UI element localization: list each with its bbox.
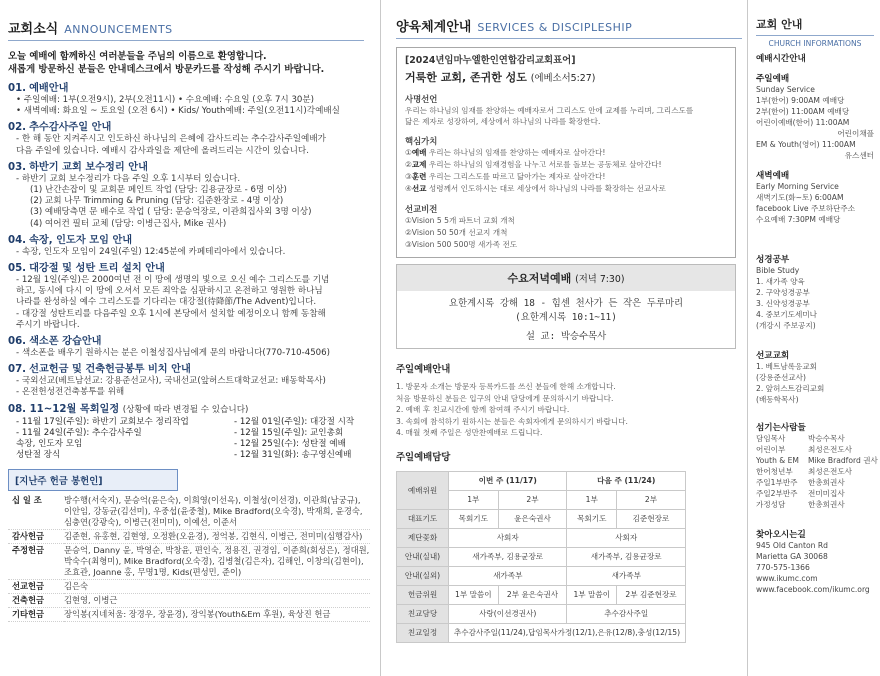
announcements-title-en: ANNOUNCEMENTS: [64, 23, 173, 36]
offering-names: 김은숙: [64, 580, 89, 591]
this-week-header: 이번 주 (11/17): [449, 471, 567, 490]
church-info-title: 교회 안내: [756, 16, 874, 36]
services-panel: [390, 0, 742, 676]
schedule-heading: 예배시간안내: [756, 54, 806, 64]
announcement-title: [8, 161, 364, 174]
duty-part-cell: 1부: [567, 490, 617, 509]
duty-role-cell: 안내(실외): [397, 566, 449, 585]
announcement-line: - 온전헌성전건축봉투를 위해: [16, 387, 125, 398]
address-list: [756, 540, 874, 595]
offering-names: 김현영, 이병근: [64, 594, 118, 605]
mission-church-line: 2. 앞허스트감리교회: [756, 384, 825, 393]
vision-box: [396, 47, 736, 258]
schedule-note: (상황에 따라 변경될 수 있습니다): [122, 404, 249, 415]
sermon-scripture: (요한계시록 10:1~11): [515, 312, 617, 323]
announcement-title-text: 대강절 및 성탄 트리 설치 안내: [29, 263, 165, 275]
schedule-row: [8, 439, 364, 450]
staff-name: 한총희권사: [808, 478, 845, 487]
announcement-subline: (1) 난간손잡이 및 교회문 페인트 작업 (담당: 김용균장로 - 6명 이상): [30, 185, 287, 196]
staff-name: 박승수목사: [808, 434, 845, 443]
offering-row: [8, 529, 370, 543]
dawn-en: Early Morning Service: [756, 182, 839, 191]
bible-study-line: 3. 신약성경공부: [756, 299, 810, 308]
study-list: [756, 276, 874, 331]
announcement-subline: (2) 교회 나무 Trimming & Pruning (담당: 김준환장로 - 4명 이상): [30, 196, 284, 207]
core-value-text: 성령께서 인도하시는 대로 세상에서 하나님의 나라를 확장하는 선교사로: [426, 184, 666, 193]
schedule-december: - 12월 25일(수): 성탄절 예배: [234, 438, 346, 449]
staff-name: 최성은전도사: [808, 445, 853, 454]
core-value-key: 선교: [411, 184, 427, 193]
sunday-service-line: 1부(한어) 9:00AM 예배당: [756, 96, 845, 105]
announcement-item: [8, 161, 364, 230]
duty-cell: 목회기도: [567, 509, 617, 528]
announcement-item: [8, 262, 364, 331]
duty-part-cell: 1부: [449, 490, 499, 509]
duty-row: [397, 547, 686, 566]
duty-table: [396, 471, 686, 643]
core-value: [405, 171, 727, 183]
address-line: 770-575-1366: [756, 563, 810, 572]
values-list: [405, 147, 727, 195]
schedule-title-text: 08. 11~12월 목회일정: [8, 403, 120, 415]
announcement-item: [8, 121, 364, 156]
schedule-row: [8, 417, 364, 428]
announcement-number: 05.: [8, 263, 27, 275]
directions-heading: 찾아오시는길: [756, 530, 806, 540]
announcement-line: - 하반기 교회 보수정리가 다음 주일 오후 1시부터 있습니다.: [16, 173, 241, 184]
announcement-subline: (3) 예배당측면 문 배수로 작업 ( 담당: 문승억장로, 이관희집사외 3명 이상): [30, 207, 312, 218]
offering-names: 문승억, Danny 윤, 박영순, 박창윤, 편인숙, 정용진, 권경임, 이준희(회성은), 정대원, 박숙수(최형미), Mike Bradford(오숙경), 김병철(김은자), 김해인, 이창의(김현이), 조효관, Joanne 홍, 무명1명, Kids(편성민, 준이): [64, 544, 370, 577]
address-line: www.facebook.com/ikumc.org: [756, 585, 870, 594]
dawn-service-line: facebook Live 주보하단주소: [756, 204, 856, 213]
announcement-subline: (4) 여어컨 필터 교체 (담당: 이병근집사, Mike 권사): [30, 218, 227, 229]
announcement-list: [8, 82, 364, 399]
staff-list: [756, 433, 878, 510]
sunday-heading: 주일예배: [756, 74, 790, 84]
duty-row: [397, 528, 686, 547]
core-value-text: 우리는 하나님의 임재경험을 나누고 서로를 돌보는 공동체로 살아간다!: [426, 160, 662, 169]
mission-text: [405, 105, 727, 127]
duty-cell: 1부 말씀이: [567, 585, 617, 604]
announcement-title-text: 하반기 교회 보수정리 안내: [29, 161, 148, 173]
bible-study-line: 4. 중보기도세미나: [756, 310, 818, 319]
announcement-line: 다음 주일에 있습니다. 예배시 감사과일을 제단에 올려드리는 시간이 있습니다.: [16, 145, 309, 156]
duty-cell: 새가족부, 김용균장로: [449, 547, 567, 566]
announcement-line: - 한 해 동안 지켜주시고 인도하신 하나님의 은혜에 감사드리는 추수감사주일예배가: [16, 134, 326, 145]
welcome-line: 오늘 예배에 함께하신 여러분들을 주님의 이름으로 환영합니다.: [8, 51, 267, 62]
duty-role-cell: 친교일정: [397, 623, 449, 642]
schedule-november: 속장, 인도자 모임: [16, 438, 83, 449]
goals-list: [405, 215, 727, 251]
staff-name: Mike Bradford 권사: [808, 456, 878, 465]
announcement-item: [8, 82, 364, 117]
offering-names: 장익봉(지네처움: 장경우, 장윤경), 장익봉(Youth&Em 후원), 육상진 헌금: [64, 608, 331, 619]
duty-heading: 주일예배담당: [396, 451, 451, 463]
duty-role-cell: 친교담당: [397, 604, 449, 623]
motto-reference: (에베소서5:27): [530, 73, 596, 84]
sunday-service-line: 어린이채플: [837, 129, 874, 138]
staff-role: Youth & EM: [756, 456, 799, 465]
duty-role-cell: 헌금위원: [397, 585, 449, 604]
schedule-december: - 12월 01일(주일): 대강절 시작: [234, 416, 355, 427]
announcement-title: [8, 335, 364, 348]
bible-study-line: 1. 새가족 양육: [756, 277, 805, 286]
schedule-november: - 11월 24일(주일): 추수감사주일: [16, 427, 142, 438]
duty-row: [397, 623, 686, 642]
core-value: [405, 183, 727, 195]
duty-cell: 목회기도: [449, 509, 499, 528]
duty-part-cell: 2부: [617, 490, 686, 509]
offering-label: 기타헌금: [12, 608, 45, 619]
mission-church-line: (배동학목사): [756, 395, 799, 404]
schedule-row: [8, 450, 364, 461]
duty-cell: 사랑(이선경권사): [449, 604, 567, 623]
announcement-item: [8, 335, 364, 359]
dawn-service-line: 새벽기도(화~토) 6:00AM: [756, 193, 844, 202]
offering-label: 건축헌금: [12, 594, 45, 605]
core-value-number: ②: [405, 160, 412, 169]
sunday-note: 3. 속회에 참석하기 원하시는 분들은 속회자에게 문의하시기 바랍니다.: [396, 416, 628, 426]
wednesday-service-box: [396, 264, 736, 349]
dawn-service-line: 수요예배 7:30PM 예배당: [756, 215, 841, 224]
offering-label: 감사헌금: [12, 530, 45, 541]
duty-cell: 추수감사주일(11/24),답임목사가정(12/1),은유(12/8),충성(12/15): [449, 623, 686, 642]
core-value-number: ④: [405, 184, 412, 193]
sunday-note: 4. 매월 첫째 주일은 성만찬예배로 드립니다.: [396, 428, 543, 437]
motto-heading: [2024년임마누엘한인연합감리교회표어]: [405, 55, 576, 66]
offering-row: [8, 543, 370, 579]
announcement-number: 04.: [8, 234, 27, 246]
announcement-title-text: 색소폰 강습안내: [29, 336, 102, 348]
staff-role: 담임목사: [756, 434, 786, 443]
announcement-number: 02.: [8, 122, 27, 134]
duty-cell: 새가족부, 김용균장로: [567, 547, 686, 566]
motto-main: 거룩한 교회, 존귀한 성도: [405, 71, 527, 84]
staff-role: 가정성담: [756, 500, 786, 509]
bible-study-line: 2. 구약성경공부: [756, 288, 810, 297]
announcement-line: - 색소폰을 배우기 원하시는 분은 이철성집사님에게 문의 바랍니다(770-710-4506): [16, 348, 330, 359]
announcement-number: 01.: [8, 83, 27, 94]
mission-church-heading: 선교교회: [756, 351, 790, 361]
sunday-notes-heading: 주일예배안내: [396, 364, 451, 375]
wednesday-title: [397, 265, 735, 291]
duty-cell: 추수감사주일: [567, 604, 686, 623]
services-header: [396, 16, 742, 39]
announcement-title: [8, 82, 364, 95]
duty-cell: 1부 말씀이: [449, 585, 499, 604]
duty-cell: 사회자: [449, 528, 567, 547]
announcement-title: [8, 234, 364, 247]
duty-row: [397, 509, 686, 528]
announcements-header: [8, 18, 364, 41]
vision-goal: ③Vision 500 500명 새가족 전도: [405, 240, 518, 249]
announcement-title-text: 속장, 인도자 모임 안내: [29, 234, 133, 246]
address-line: www.ikumc.com: [756, 574, 818, 583]
offering-label: 선교헌금: [12, 580, 45, 591]
duty-row: [397, 566, 686, 585]
address-line: Marietta GA 30068: [756, 552, 828, 561]
announcement-title-text: 추수감사주일 안내: [29, 122, 112, 134]
staff-role: 한어청년부: [756, 467, 793, 476]
sunday-note: 처음 방문하신 분들은 입구의 안내 담당에게 문의하시기 바랍니다.: [396, 393, 614, 403]
vision-goal: ②Vision 50 50개 선교지 개척: [405, 228, 508, 237]
mission-church-line: (강용준선교사): [756, 373, 806, 382]
announcement-line: - 속장, 인도자 모임이 24일(주일) 12:45분에 카페테리아에서 있습니다.: [16, 246, 286, 257]
staff-name: 한총희권사: [808, 500, 845, 509]
schedule-row: [8, 428, 364, 439]
schedule-december: - 12월 31일(화): 송구영신예배: [234, 449, 352, 460]
welcome-text: [8, 50, 364, 76]
announcement-line: - 12월 1일(주일)은 2000여년 전 이 땅에 생명의 빛으로 오신 예수 그리스도를 기념: [16, 275, 330, 286]
duty-header-row: [397, 471, 686, 490]
duty-part-cell: 2부: [498, 490, 567, 509]
duty-cell: 사회자: [567, 528, 686, 547]
offering-row: [8, 494, 370, 530]
announcement-title-text: 예배안내: [29, 83, 69, 94]
announcement-title: [8, 121, 364, 134]
bible-study-line: (개강시 주보공지): [756, 321, 816, 330]
core-value-number: ③: [405, 172, 412, 181]
services-title-en: SERVICES & DISCIPLESHIP: [477, 21, 633, 34]
core-value-key: 예배: [411, 148, 427, 157]
announcement-title-text: 선교헌금 및 건축헌금봉투 비치 안내: [29, 364, 191, 376]
announcement-line: • 주일예배: 1부(오전9시), 2부(오전11시) • 수요예배: 수요일 (오후 7시 30분): [16, 95, 315, 105]
core-value-text: 우리는 그리스도를 따르고 닮아가는 제자로 살아간다!: [426, 172, 606, 181]
offering-row: [8, 607, 370, 621]
announcement-item: [8, 363, 364, 398]
sunday-list: [756, 95, 874, 161]
announcements-panel: [0, 0, 372, 676]
schedule-december: - 12월 15일(주일): 교인총회: [234, 427, 344, 438]
core-value-key: 교제: [411, 160, 427, 169]
core-value-number: ①: [405, 148, 412, 157]
next-week-header: 다음 주 (11/24): [567, 471, 686, 490]
duty-role-cell: 제단꽃화: [397, 528, 449, 547]
preacher: 설 교: 박승수목사: [525, 331, 607, 342]
announcement-number: 07.: [8, 364, 27, 376]
announcement-title: [8, 363, 364, 376]
duty-role-cell: 대표기도: [397, 509, 449, 528]
staff-role: 주일2부반주: [756, 489, 798, 498]
church-info-subtitle: CHURCH INFORMATIONS: [768, 39, 862, 48]
mission-church-list: [756, 361, 874, 405]
staff-name: 전미미집사: [808, 489, 845, 498]
offering-names: 방수행(서숙지), 문승억(윤은숙), 이희영(이선옥), 이철성(이선경), 이관희(남궁규), 이안임, 강동균(김선미), 우중섭(윤중철), Mike Bradford(오숙경), 박재희, 윤경숙, 심충연(강광숙), 이병근(전미미), 이예선, 이준서: [64, 494, 363, 527]
core-value: [405, 159, 727, 171]
offering-label: 주정헌금: [12, 544, 45, 555]
church-info-panel: [752, 0, 880, 676]
mission-heading: 사명선언: [405, 94, 438, 104]
duty-cell: 새가족부: [449, 566, 567, 585]
announcement-line: - 국외선교(베트남선교: 강용준선교사), 국내선교(앞허스트대학교선교: 배동학목사): [16, 376, 326, 387]
announcement-line: - 대강절 성탄트리를 다음주일 오후 1시에 본당에서 설치할 예정이오니 함께 동참해: [16, 308, 326, 319]
mission-church-line: 1. 베트남록응교회: [756, 362, 818, 371]
announcement-line: • 새벽예배: 화요일 ~ 토요일 (오전 6시) • Kids/ Youth예배: 주일(오전11시)각예배실: [16, 106, 340, 117]
announcement-line: 주시기 바랍니다.: [16, 319, 80, 330]
core-value-key: 훈련: [411, 172, 427, 181]
welcome-line: 새롭게 방문하신 분들은 안내데스크에서 방문카드를 작성해 주시기 바랍니다.: [8, 64, 325, 75]
offering-names: 김준현, 유홍현, 김현영, 오정환(오윤경), 정억봉, 김현식, 이병근, 전미미(심행감사): [64, 530, 363, 541]
page-divider: [380, 0, 381, 676]
duty-cell: 윤은숙권사: [498, 509, 567, 528]
wednesday-time: (저녁 7:30): [575, 274, 625, 285]
announcement-title: [8, 262, 364, 275]
goals-heading: 선교비전: [405, 204, 438, 214]
staff-role: 주일1부반주: [756, 478, 798, 487]
staff-name: 최성은전도사: [808, 467, 853, 476]
announcement-item: [8, 234, 364, 258]
schedule-november: - 11월 17일(주일): 하반기 교회보수 정리작업: [16, 416, 189, 427]
study-heading: 성경공부: [756, 255, 790, 265]
duty-cell: 김준현장로: [617, 509, 686, 528]
column-divider: [747, 0, 748, 676]
sunday-note: 2. 예배 후 친교시간에 함께 참여해 주시기 바랍니다.: [396, 405, 570, 414]
vision-goal: ①Vision 5 5개 파트너 교회 개척: [405, 216, 515, 225]
duty-row: [397, 604, 686, 623]
sunday-notes-list: [396, 381, 742, 439]
offering-title: [지난주 헌금 봉헌인]: [8, 469, 178, 491]
announcement-line: 나라를 완성하실 예수 그리스도를 기다리는 대강절(待降節/The Advent)입니다.: [16, 297, 317, 308]
duty-cell: 새가족부: [567, 566, 686, 585]
sunday-service-line: 2부(한어) 11:00AM 예배당: [756, 107, 850, 116]
sunday-en: Sunday Service: [756, 85, 815, 94]
duty-role-cell: 예배위원: [397, 471, 449, 509]
announcement-number: 03.: [8, 161, 27, 173]
sunday-service-line: EM & Youth(영어) 11:00AM: [756, 140, 856, 149]
services-title: 양육체계안내: [396, 20, 472, 35]
duty-row: [397, 585, 686, 604]
sermon-title: 요한계시록 강해 18 - 힘센 천사가 든 작은 두루마리: [448, 298, 684, 309]
address-line: 945 Old Canton Rd: [756, 541, 828, 550]
sunday-service-line: 유스센터: [844, 151, 874, 160]
sunday-note: 1. 방문자 소개는 방문자 등록카드를 쓰신 분들에 한해 소개합니다.: [396, 382, 616, 391]
schedule-title: [8, 403, 364, 417]
core-value: [405, 147, 727, 159]
schedule-section: [8, 403, 364, 461]
core-value-text: 우리는 하나님의 임재를 찬양하는 예배자로 살아간다!: [426, 148, 606, 157]
study-en: Bible Study: [756, 266, 800, 275]
mission-line: 우리는 하나님의 임재를 찬양하는 예배자로서 그리스도 안에 교제를 누리며, 그리스도를: [405, 106, 694, 115]
offering-label: 십 일 조: [12, 494, 42, 505]
mission-line: 닮은 제자로 성장하여, 세상에서 하나님의 나라를 확장한다.: [405, 117, 601, 126]
schedule-november: 성탄절 장식: [16, 449, 61, 460]
offering-table: [8, 494, 370, 622]
duty-cell: 2부 윤은숙권사: [498, 585, 567, 604]
wednesday-title-text: 수요저녁예배: [507, 272, 572, 285]
duty-cell: 2부 김준현장로: [617, 585, 686, 604]
sunday-service-line: 어린이예배(한어) 11:00AM: [756, 118, 850, 127]
announcement-number: 06.: [8, 336, 27, 348]
staff-heading: 섬기는사람들: [756, 423, 806, 433]
announcement-line: 하고, 동시에 다시 이 땅에 오셔서 모든 죄악을 심판하시고 온전하고 영원한 하나님: [16, 286, 323, 297]
dawn-heading: 새벽예배: [756, 171, 790, 181]
offering-row: [8, 579, 370, 593]
offering-row: [8, 593, 370, 607]
dawn-list: [756, 192, 874, 225]
staff-role: 어린이부: [756, 445, 786, 454]
values-heading: 핵심가치: [405, 136, 438, 146]
duty-role-cell: 안내(실내): [397, 547, 449, 566]
motto-text: [405, 69, 727, 85]
announcements-title: 교회소식: [8, 22, 59, 37]
schedule-rows: [8, 417, 364, 461]
